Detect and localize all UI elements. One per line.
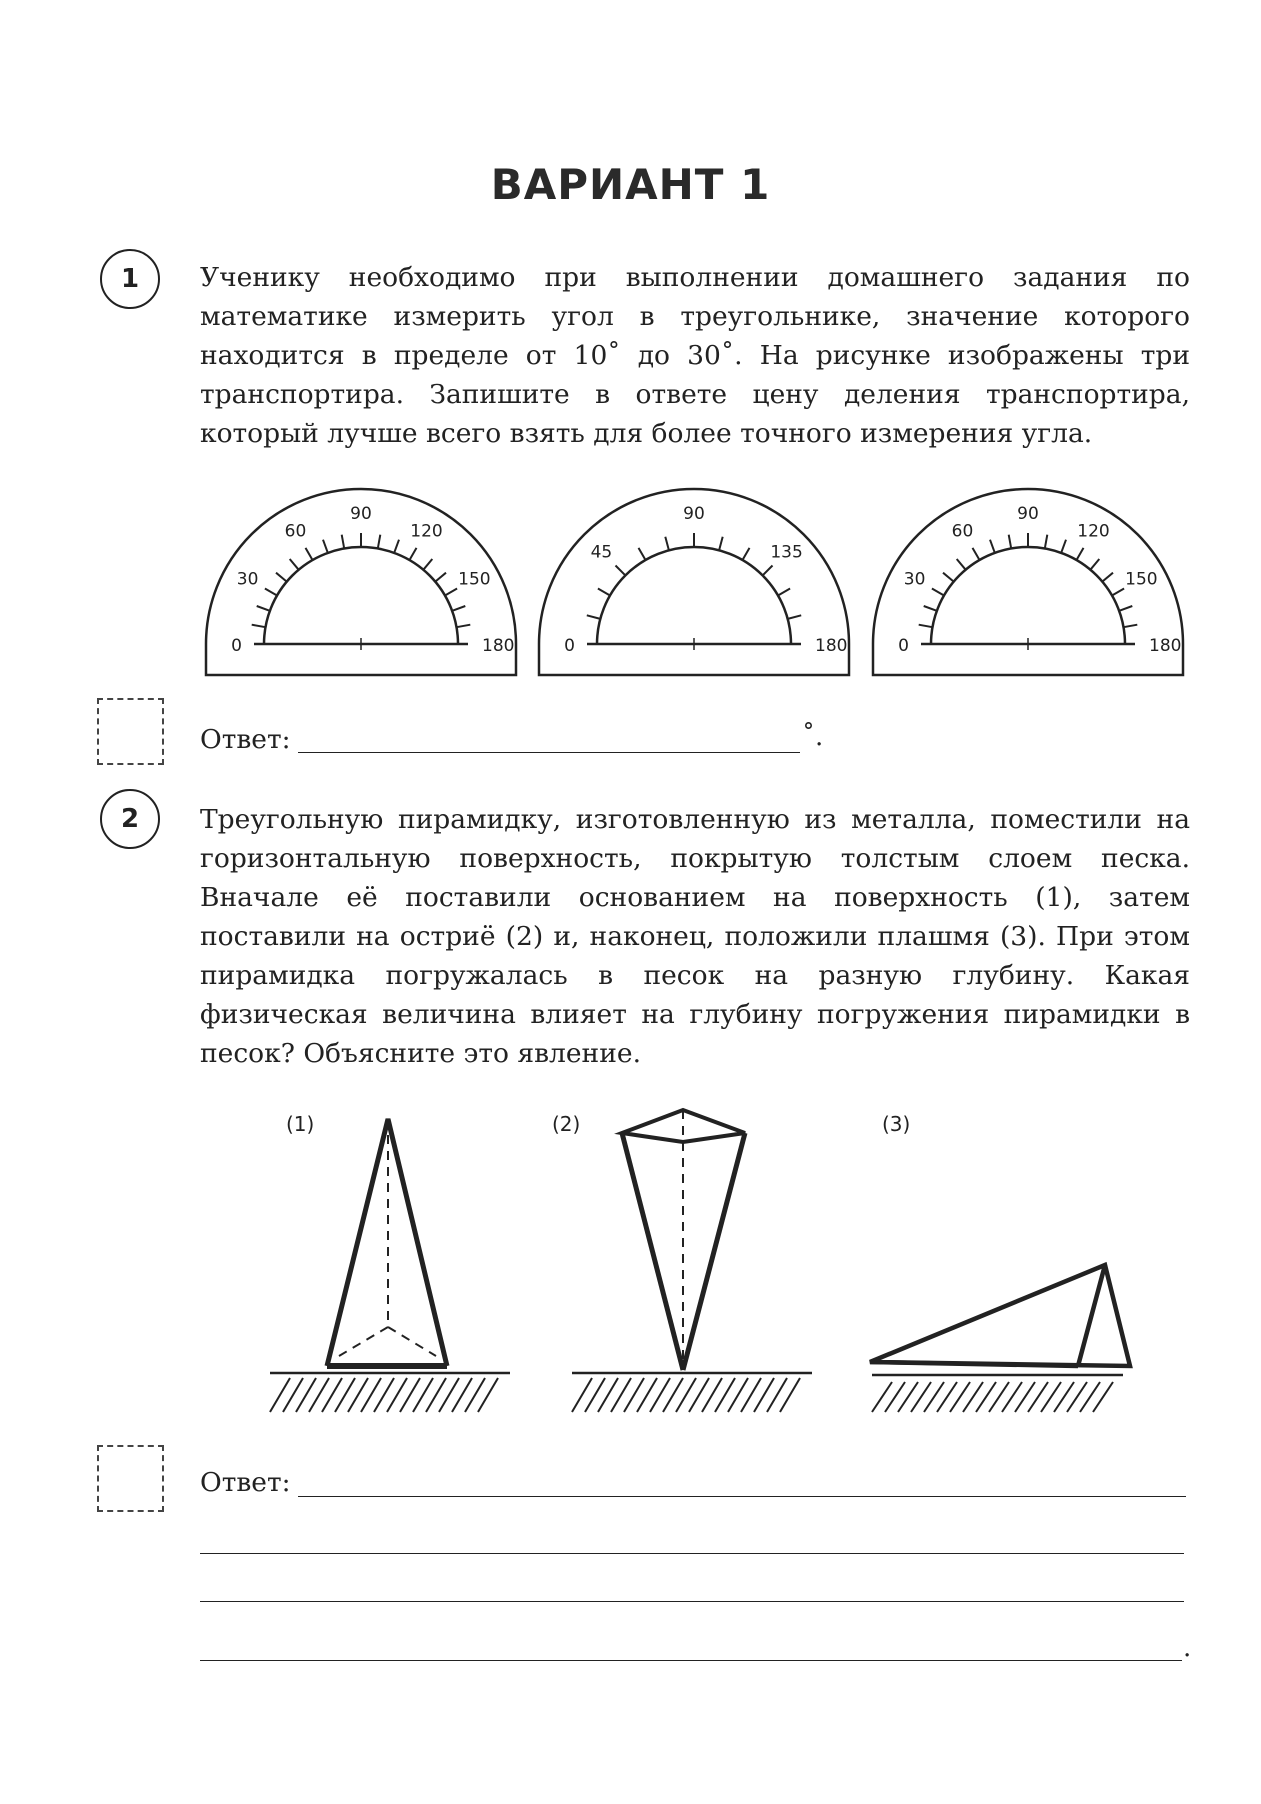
protractor-label: 60	[951, 521, 974, 542]
question-1-text	[200, 258, 1190, 453]
protractor-1	[206, 489, 516, 675]
answer-1-suffix: ˚.	[802, 722, 824, 752]
protractor-3	[873, 489, 1183, 675]
answer-2-line-4[interactable]	[200, 1660, 1182, 1661]
figure-label-3: (3)	[882, 1112, 911, 1136]
answer-1-box[interactable]	[97, 698, 164, 765]
question-2-text	[200, 800, 1190, 1073]
protractor-label: 120	[410, 521, 443, 542]
protractor-label: 150	[1125, 569, 1158, 590]
pyramid-lying-flat	[870, 1265, 1130, 1366]
answer-2-line-3[interactable]	[200, 1601, 1184, 1602]
protractor-label: 30	[903, 569, 926, 590]
answer-1-label: Ответ:	[200, 724, 291, 755]
answer-1-line[interactable]	[298, 752, 800, 753]
answer-2-line-1[interactable]	[298, 1496, 1186, 1497]
protractor-label: 90	[683, 504, 705, 524]
question-2-paragraph: Треугольную пирамидку, изготовленную из металла, поместили на горизонтальную поверхность, покрытую толстым слоем песка. Вначале её поставили основанием на поверхность (1), затем поставили на остриё (2) и, наконец, положили плашмя (3). При этом пирамидка погружалась в песок на разную глубину. Какая физическая величина влияет на глубину погружения пирамидки в песок? Объясните это явление.	[200, 804, 1190, 1069]
protractor-label: 90	[350, 504, 372, 524]
protractor-label: 180	[482, 636, 515, 656]
protractor-label: 0	[898, 636, 909, 656]
protractor-label: 30	[236, 569, 259, 590]
protractor-label: 0	[231, 636, 242, 656]
protractor-label: 180	[1149, 636, 1182, 656]
page-title: ВАРИАНТ 1	[490, 160, 771, 209]
pyramid-figure	[0, 1090, 1261, 1420]
protractor-figure	[0, 460, 1261, 700]
pyramid-on-tip	[622, 1110, 745, 1370]
protractor-label: 135	[770, 542, 803, 563]
protractor-label: 60	[284, 521, 307, 542]
question-number-1: 1	[100, 249, 160, 309]
protractor-label: 90	[1017, 504, 1039, 524]
protractor-label: 45	[590, 542, 613, 563]
protractor-label: 0	[564, 636, 575, 656]
answer-2-label: Ответ:	[200, 1467, 291, 1498]
question-1-paragraph: Ученику необходимо при выполнении домашнего задания по математике измерить угол в треугольнике, значение которого находится в пределе от 10˚ до 30˚. На рисунке изображены три транспортира. Запишите в ответе цену деления транспортира, который лучше всего взять для более точного измерения угла.	[200, 262, 1190, 449]
answer-2-suffix: .	[1183, 1633, 1192, 1663]
pyramid-on-base	[327, 1119, 447, 1366]
protractor-label: 180	[815, 636, 848, 656]
answer-2-box[interactable]	[97, 1445, 164, 1512]
answer-2-line-2[interactable]	[200, 1553, 1184, 1554]
protractor-label: 120	[1077, 521, 1110, 542]
figure-label-1: (1)	[286, 1112, 315, 1136]
question-number-2: 2	[100, 789, 160, 849]
protractor-label: 150	[458, 569, 491, 590]
figure-label-2: (2)	[552, 1112, 581, 1136]
protractor-2	[539, 489, 849, 675]
